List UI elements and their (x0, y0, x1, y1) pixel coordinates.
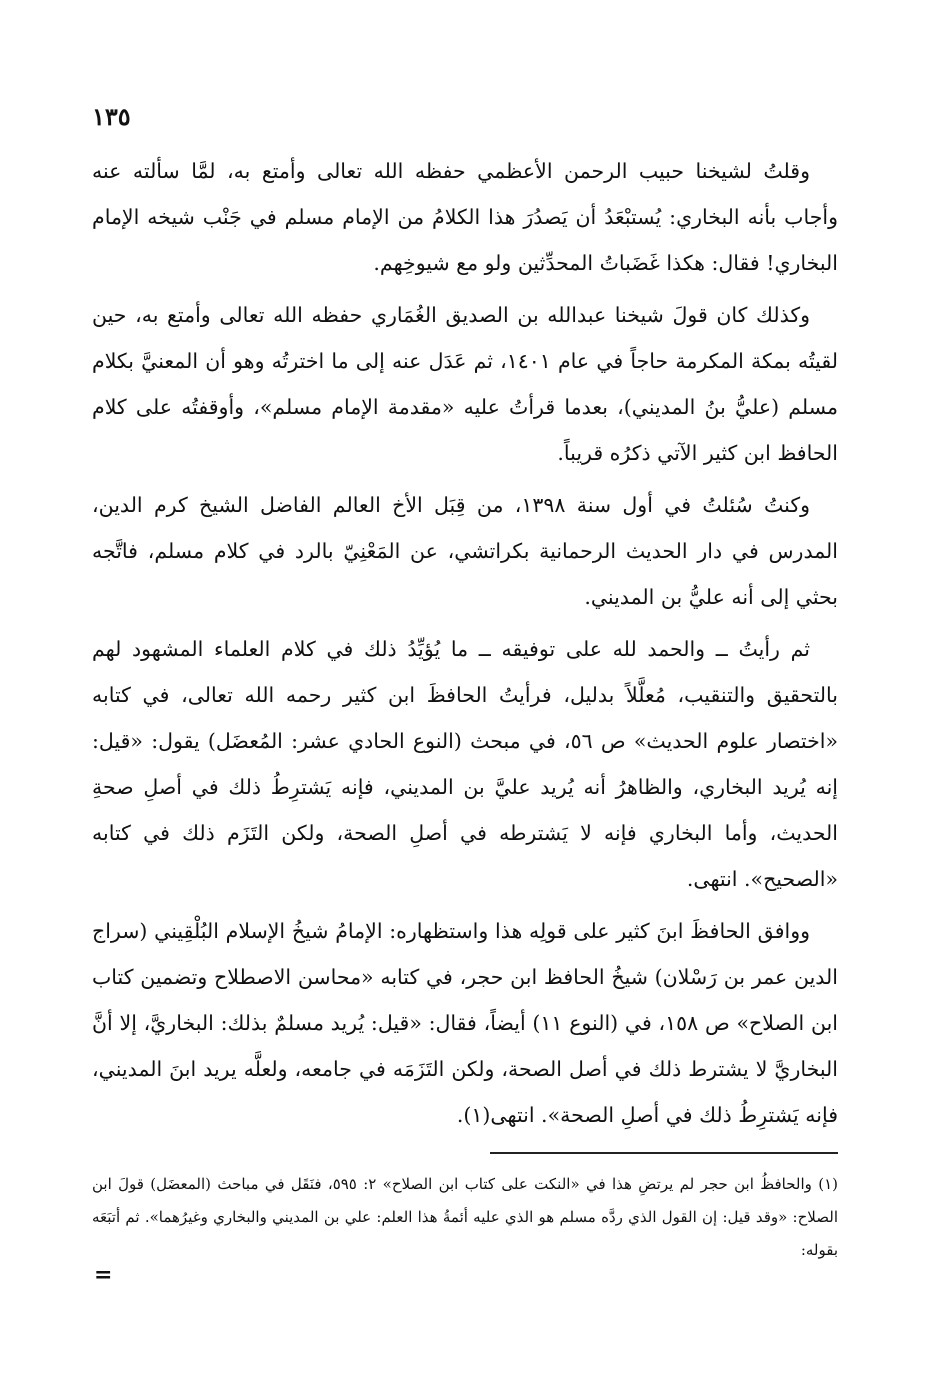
continuation-mark: = (94, 1262, 113, 1288)
paragraph-bulqini: ووافق الحافظَ ابنَ كثير على قولِه هذا واستظهاره: الإمامُ شيخُ الإسلام البُلْقِيني (سراج الدين عمر بن رَسْلان) شيخُ الحافظ ابن حجر، في كتابه «محاسن الاصطلاح وتضمين كتاب ابن الصلاح» ص ١٥٨، في (النوع ١١) أيضاً، فقال: «قيل: يُريد مسلمٌ بذلك: البخاريَّ، إلا أنَّ البخاريَّ لا يشترط ذلك في أصل الصحة، ولكن التَزَمَه في جامعه، ولعلَّه يريد ابنَ المديني، فإنه يَشترِطُ ذلك في أصلِ الصحة». انتهى(١). (92, 919, 838, 1127)
paragraph-ghumari: وكذلك كان قولَ شيخنا عبدالله بن الصديق الغُمَاري حفظه الله تعالى وأمتع به، حين لقيتُه بمكة المكرمة حاجاً في عام ١٤٠١، ثم عَدَل عنه إلى ما اخترتُه وهو أن المعنيَّ بكلام مسلم (عليُّ بنُ المديني)، بعدما قرأتُ عليه «مقدمة الإمام مسلم»، وأوقفتُه على كلام الحافظ ابن كثير الآتي ذكرُه قريباً. (92, 303, 838, 465)
paragraph-azami: وقلتُ لشيخنا حبيب الرحمن الأعظمي حفظه الله تعالى وأمتع به، لمَّا سألته عنه وأجاب بأنه البخاري: يُستبْعَدُ أن يَصدُرَ هذا الكلامُ من الإمام مسلم في جَنْب شيخه الإمام البخاري! فقال: هكذا غَضَباتُ المحدِّثين ولو مع شيوخِهم. (92, 159, 838, 275)
footnotes (92, 1168, 838, 1267)
paragraph-ibn-kathir: ثم رأيتُ ــ والحمد لله على توفيقه ــ ما يُؤيِّدُ ذلك في كلام العلماء المشهود لهم بالتحقيق والتنقيب، مُعلَّلاً بدليل، فرأيتُ الحافظَ ابن كثير رحمه الله تعالى، في كتابه «اختصار علوم الحديث» ص ٥٦، في مبحث (النوع الحادي عشر: المُعضَل) يقول: «قيل: إنه يُريد البخاري، والظاهرُ أنه يُريد عليَّ بن المديني، فإنه يَشترِطُ ذلك في أصلِ صحةِ الحديث، وأما البخاري فإنه لا يَشترطه في أصلِ الصحة، ولكن التَزَم ذلك في كتابه «الصحيح». انتهى. (92, 637, 838, 891)
main-text (92, 148, 838, 1144)
footnote-separator (490, 1152, 838, 1154)
paragraph-question-1398: وكنتُ سُئلتُ في أول سنة ١٣٩٨، من قِبَل الأخ العالم الفاضل الشيخ كرم الدين، المدرس في دار الحديث الرحمانية بكراتشي، عن المَعْنِيّ بالرد في كلام مسلم، فاتَّجه بحثي إلى أنه عليُّ بن المديني. (92, 493, 838, 609)
page-number: ١٣٥ (92, 102, 131, 131)
footnote-1: (١) والحافظُ ابن حجر لم يرتضِ هذا في «النكت على كتاب ابن الصلاح» ٢: ٥٩٥، فنَقَل في مباحث (المعضَل) قولَ ابن الصلاح: «وقد قيل: إن القول الذي ردَّه مسلم هو الذي عليه أئمةُ هذا العلم: علي بن المديني والبخاري وغيرُهما». ثم أتبَعَه بقوله: (92, 1175, 838, 1259)
